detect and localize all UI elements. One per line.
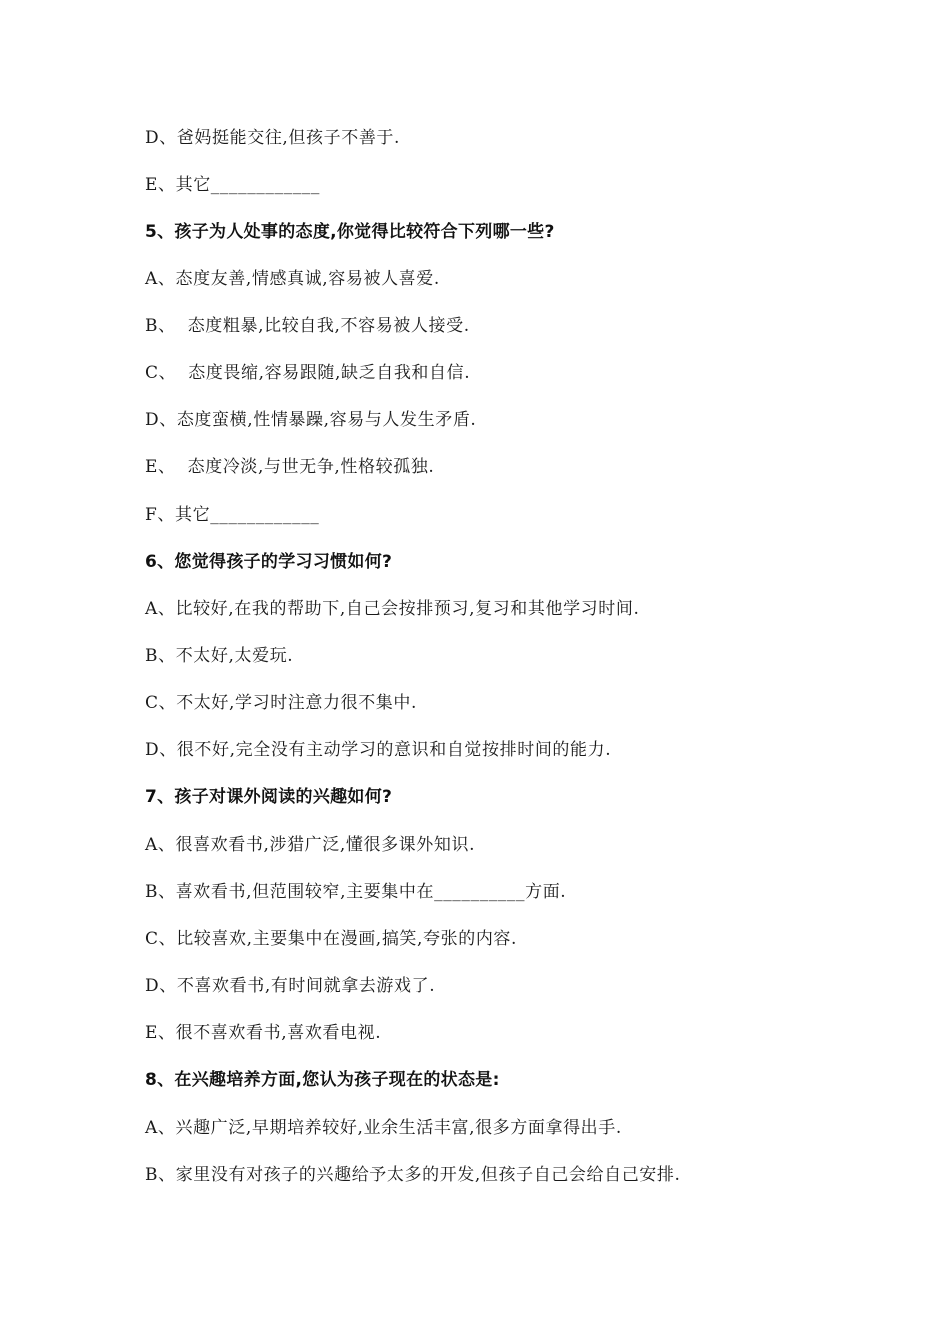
option-6-c: C、不太好,学习时注意力很不集中.	[145, 693, 418, 713]
option-7-b: B、喜欢看书,但范围较窄,主要集中在__________方面.	[145, 882, 567, 902]
option-7-c: C、比较喜欢,主要集中在漫画,搞笑,夸张的内容.	[145, 929, 518, 949]
question-7: 7、孩子对课外阅读的兴趣如何?	[145, 787, 393, 807]
option-6-d: D、很不好,完全没有主动学习的意识和自觉按排时间的能力.	[145, 740, 612, 760]
option-6-b: B、不太好,太爱玩.	[145, 646, 294, 666]
option-8-b: B、家里没有对孩子的兴趣给予太多的开发,但孩子自己会给自己安排.	[145, 1165, 681, 1185]
option-7-d: D、不喜欢看书,有时间就拿去游戏了.	[145, 976, 436, 996]
option-4-e: E、其它____________	[145, 175, 321, 195]
question-8: 8、在兴趣培养方面,您认为孩子现在的状态是:	[145, 1070, 500, 1090]
option-5-d: D、态度蛮横,性情暴躁,容易与人发生矛盾.	[145, 410, 477, 430]
option-7-a: A、很喜欢看书,涉猎广泛,懂很多课外知识.	[145, 835, 476, 855]
option-5-a: A、态度友善,情感真诚,容易被人喜爱.	[145, 269, 440, 289]
option-6-a: A、比较好,在我的帮助下,自己会按排预习,复习和其他学习时间.	[145, 599, 640, 619]
option-7-e: E、很不喜欢看书,喜欢看电视.	[145, 1023, 382, 1043]
option-5-f: F、其它____________	[145, 505, 320, 525]
question-6: 6、您觉得孩子的学习习惯如何?	[145, 552, 393, 572]
option-8-a: A、兴趣广泛,早期培养较好,业余生活丰富,很多方面拿得出手.	[145, 1118, 622, 1138]
option-5-c: C、 态度畏缩,容易跟随,缺乏自我和自信.	[145, 363, 471, 383]
option-5-b: B、 态度粗暴,比较自我,不容易被人接受.	[145, 316, 470, 336]
option-4-d: D、爸妈挺能交往,但孩子不善于.	[145, 128, 401, 148]
question-5: 5、孩子为人处事的态度,你觉得比较符合下列哪一些?	[145, 222, 555, 242]
option-5-e: E、 态度冷淡,与世无争,性格较孤独.	[145, 457, 435, 477]
